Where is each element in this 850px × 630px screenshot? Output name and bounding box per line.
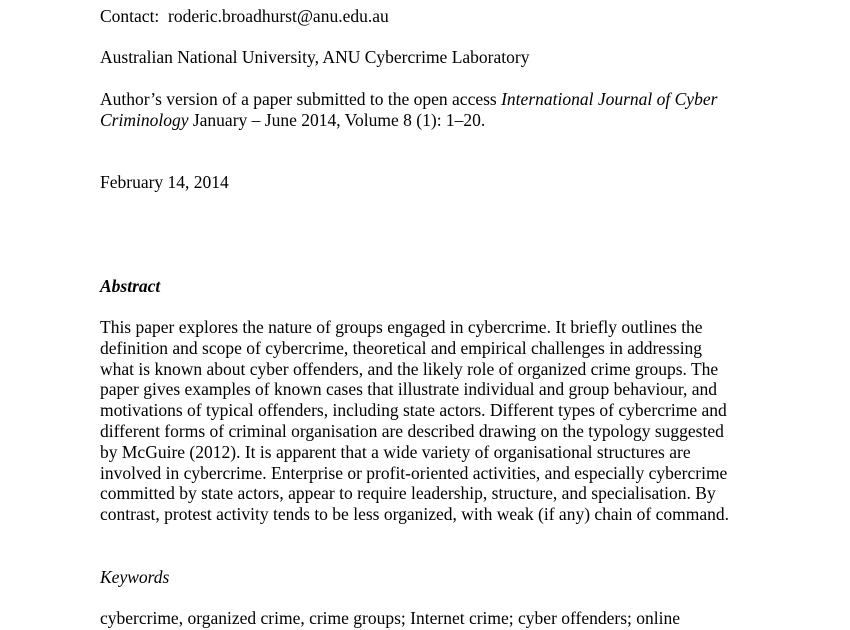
document-date: February 14, 2014 <box>100 172 229 192</box>
abstract-line: contrast, protest activity tends to be less organized, with weak (if any) chain of command. <box>100 504 730 525</box>
abstract-line: committed by state actors, appear to require leadership, structure, and specialisation. By <box>100 483 716 504</box>
abstract-line: paper gives examples of known cases that illustrate individual and group behaviour, and <box>100 379 717 400</box>
version-note-line-2 <box>100 110 485 131</box>
abstract-heading: Abstract <box>100 276 161 296</box>
abstract-body <box>100 317 760 525</box>
version-note-line-1 <box>100 89 717 110</box>
contact-email: roderic.broadhurst@anu.edu.au <box>168 6 389 26</box>
abstract-line: motivations of typical offenders, including state actors. Different types of cybercrime and <box>100 400 727 421</box>
abstract-line: by McGuire (2012). It is apparent that a wide variety of organisational structures are <box>100 441 691 462</box>
contact-line <box>100 6 389 27</box>
abstract-line: different forms of criminal organisation are described drawing on the typology suggested <box>100 420 724 441</box>
abstract-line: involved in cybercrime. Enterprise or profit-oriented activities, and especially cybercrime <box>100 462 728 483</box>
keywords-heading: Keywords <box>100 567 170 587</box>
journal-name-part-2: Criminology <box>100 110 189 130</box>
contact-label: Contact: <box>100 6 160 26</box>
abstract-line: This paper explores the nature of groups engaged in cybercrime. It briefly outlines the <box>100 317 703 337</box>
version-note-details: January – June 2014, Volume 8 (1): 1–20. <box>188 110 486 130</box>
journal-name-part-1: International Journal of Cyber <box>501 89 718 109</box>
version-note-prefix: Author’s version of a paper submitted to the open access <box>100 89 502 109</box>
abstract-line: definition and scope of cybercrime, theoretical and empirical challenges in addressing <box>100 337 703 358</box>
keywords-list: cybercrime, organized crime, crime groups; Internet crime; cyber offenders; online <box>100 608 681 628</box>
affiliation: Australian National University, ANU Cybercrime Laboratory <box>100 47 530 67</box>
abstract-line: what is known about cyber offenders, and the likely role of organized crime groups. The <box>100 358 719 379</box>
